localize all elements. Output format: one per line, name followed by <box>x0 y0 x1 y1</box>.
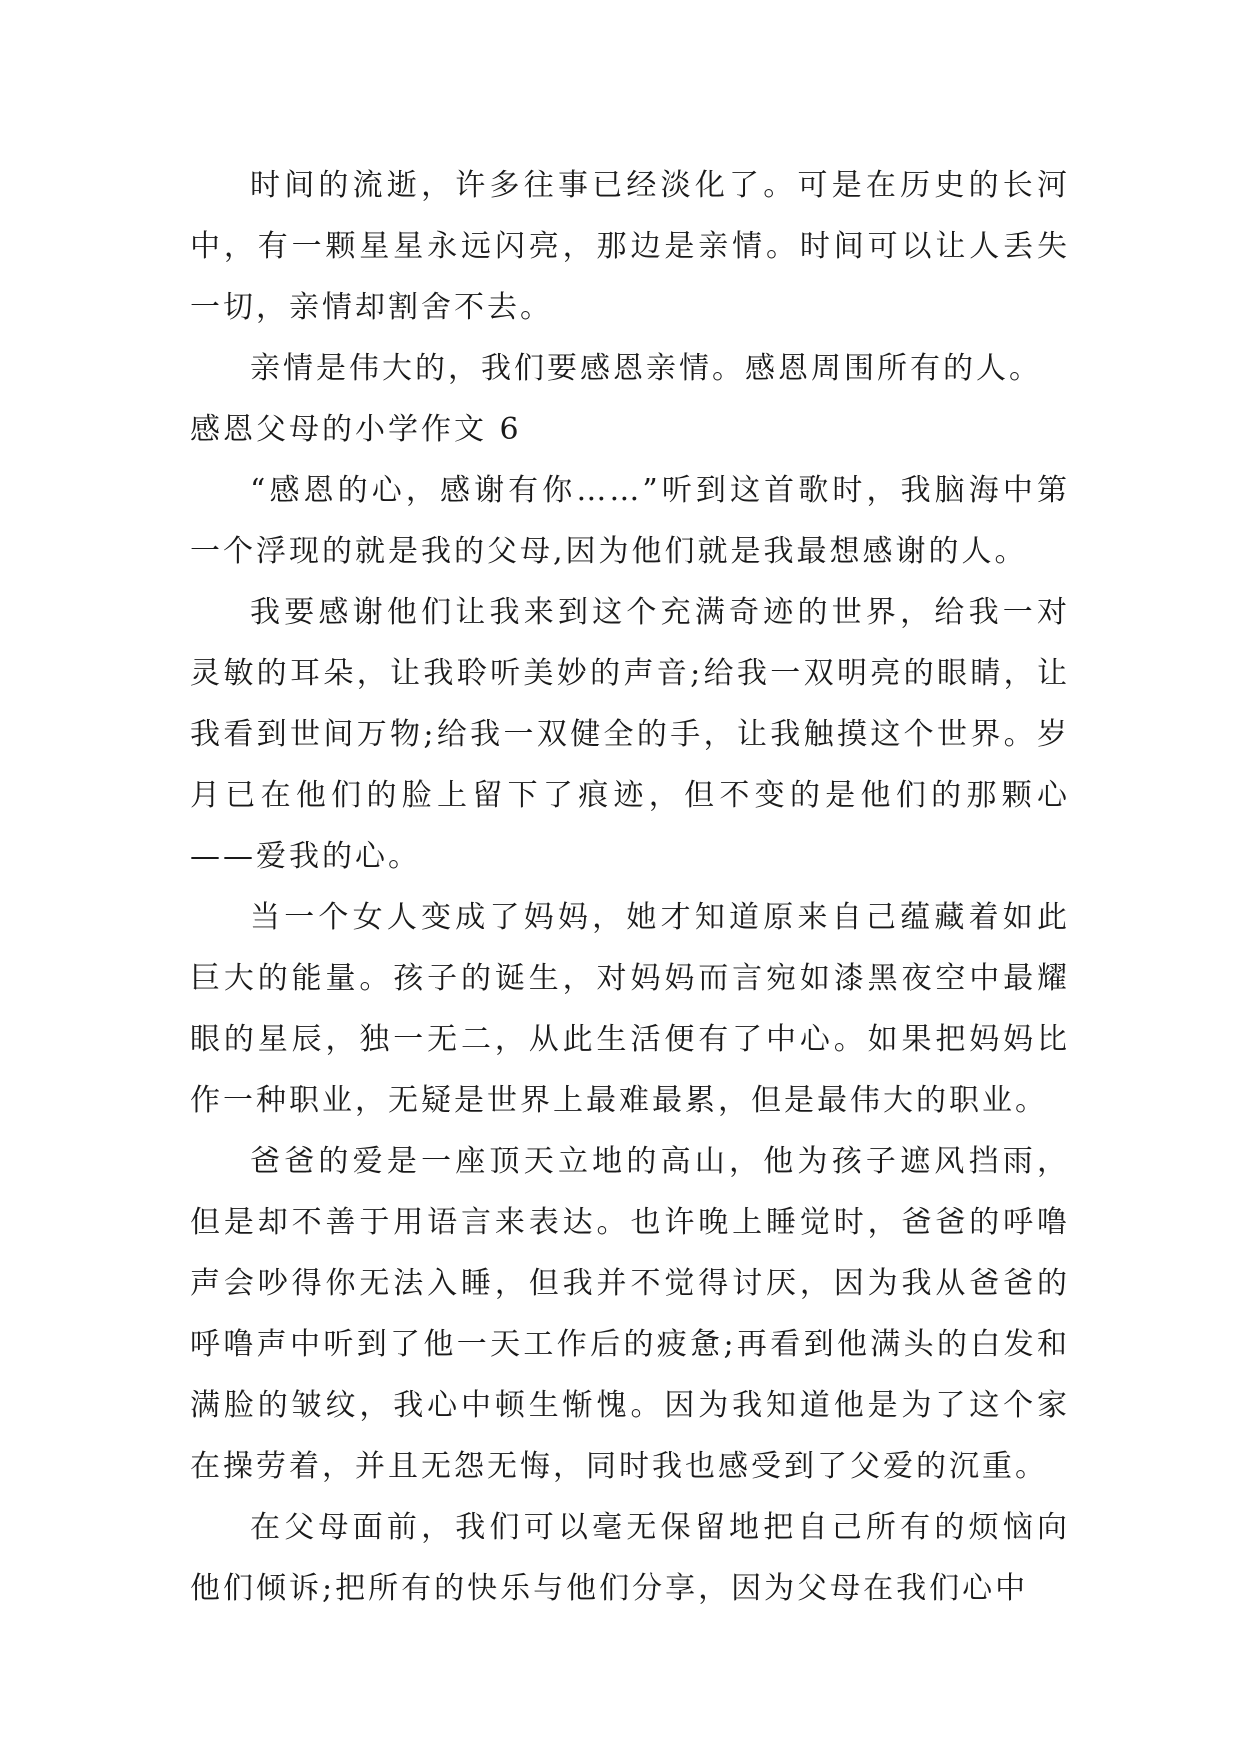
essay-title: 感恩父母的小学作文 6 <box>190 412 522 447</box>
paragraph-song: “感恩的心，感谢有你……”听到这首歌时，我脑海中第一个浮现的就是我的父母,因为他们就是我最想感谢的人。 <box>190 473 1070 569</box>
paragraph-thanks: 我要感谢他们让我来到这个充满奇迹的世界，给我一对灵敏的耳朵，让我聆听美妙的声音;给我一双明亮的眼睛，让我看到世间万物;给我一双健全的手，让我触摸这个世界。岁月已在他们的脸上留下了痕迹，但不变的是他们的那颗心——爱我的心。 <box>190 595 1070 874</box>
paragraph-parents: 在父母面前，我们可以毫无保留地把自己所有的烦恼向他们倾诉;把所有的快乐与他们分享，因为父母在我们心中 <box>190 1510 1070 1606</box>
paragraph-time-passing: 时间的流逝，许多往事已经淡化了。可是在历史的长河中，有一颗星星永远闪亮，那边是亲情。时间可以让人丢失一切，亲情却割舍不去。 <box>190 168 1070 325</box>
paragraph-family-love: 亲情是伟大的，我们要感恩亲情。感恩周围所有的人。 <box>250 351 1042 386</box>
document-body <box>190 155 1070 1619</box>
paragraph-father: 爸爸的爱是一座顶天立地的高山，他为孩子遮风挡雨，但是却不善于用语言来表达。也许晚上睡觉时，爸爸的呼噜声会吵得你无法入睡，但我并不觉得讨厌，因为我从爸爸的呼噜声中听到了他一天工作后的疲惫;再看到他满头的白发和满脸的皱纹，我心中顿生惭愧。因为我知道他是为了这个家在操劳着，并且无怨无悔，同时我也感受到了父爱的沉重。 <box>190 1144 1070 1484</box>
paragraph-mother: 当一个女人变成了妈妈，她才知道原来自己蕴藏着如此巨大的能量。孩子的诞生，对妈妈而言宛如漆黑夜空中最耀眼的星辰，独一无二，从此生活便有了中心。如果把妈妈比作一种职业，无疑是世界上最难最累，但是最伟大的职业。 <box>190 900 1070 1118</box>
